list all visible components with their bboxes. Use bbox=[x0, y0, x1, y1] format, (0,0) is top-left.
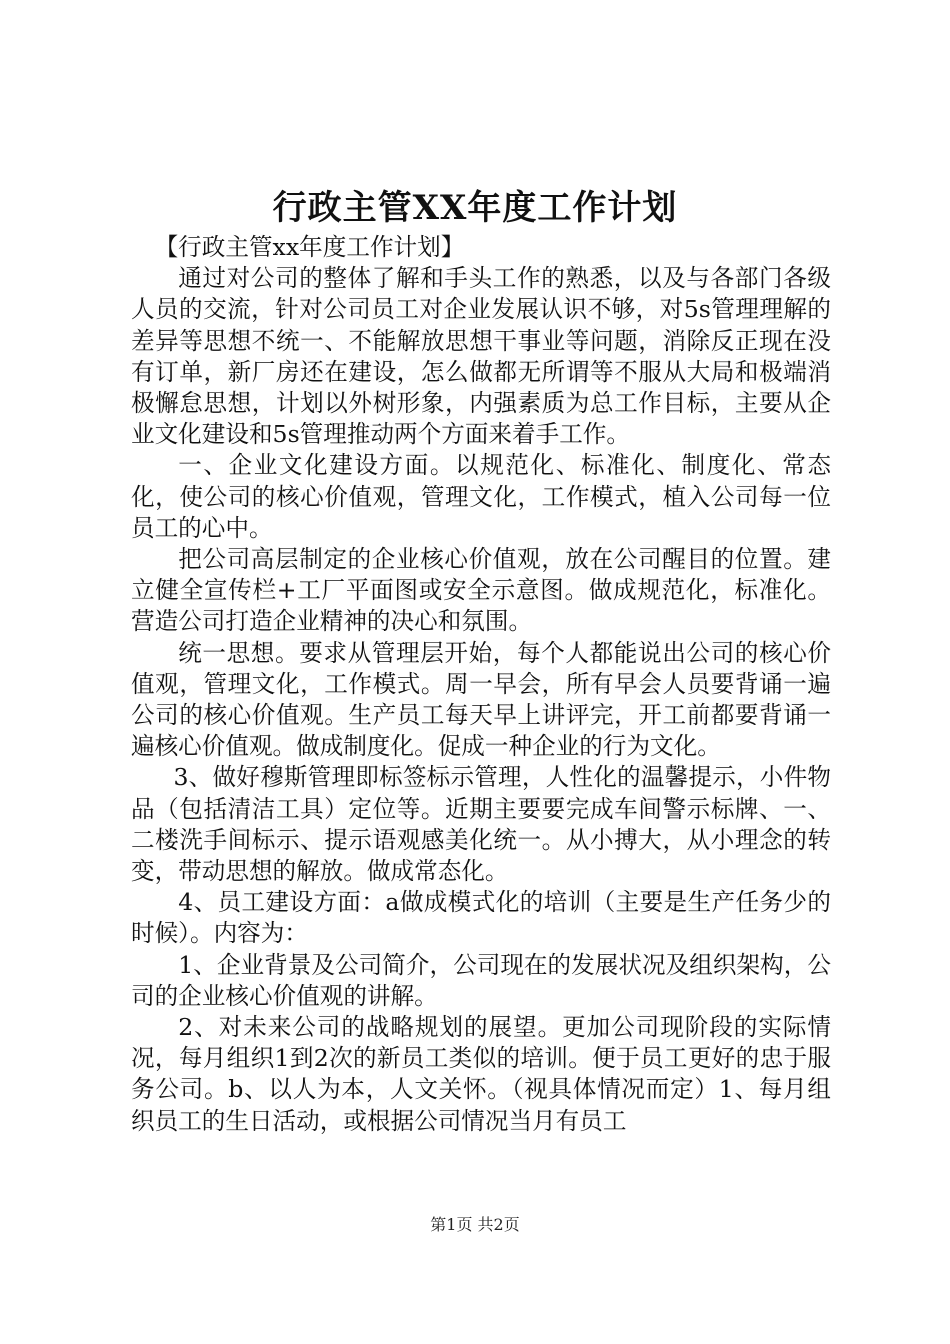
paragraph-unify: 统一思想。要求从管理层开始，每个人都能说出公司的核心价值观，管理文化，工作模式。周一早会，所有早会人员要背诵一遍公司的核心价值观。生产员工每天早上讲评完，开工前都要背诵一遍核心价值观。做成制度化。促成一种企业的行为文化。 bbox=[131, 638, 831, 761]
document-body bbox=[131, 232, 831, 1137]
paragraph-item-4: 4、员工建设方面：a做成模式化的培训（主要是生产任务少的时候）。内容为： bbox=[131, 888, 831, 948]
paragraph-item-3: 3、做好穆斯管理即标签标示管理，人性化的温馨提示，小件物品（包括清洁工具）定位等。近期主要要完成车间警示标牌、一、二楼洗手间标示、提示语观感美化统一。从小搏大，从小理念的转变，带动思想的解放。做成常态化。 bbox=[131, 763, 831, 886]
document-title: 行政主管XX年度工作计划 bbox=[272, 188, 678, 228]
page-footer: 第1页 共2页 bbox=[430, 1215, 520, 1234]
paragraph-subitem-2: 2、对未来公司的战略规划的展望。更加公司现阶段的实际情况，每月组织1到2次的新员工类似的培训。便于员工更好的忠于服务公司。b、以人为本，人文关怀。（视具体情况而定）1、每月组织员工的生日活动，或根据公司情况当月有员工 bbox=[131, 1013, 831, 1135]
paragraph-values: 把公司高层制定的企业核心价值观，放在公司醒目的位置。建立健全宣传栏+工厂平面图或安全示意图。做成规范化，标准化。营造公司打造企业精神的决心和氛围。 bbox=[131, 545, 831, 636]
paragraph-heading: 【行政主管xx年度工作计划】 bbox=[154, 233, 465, 261]
paragraph-culture: 一、企业文化建设方面。以规范化、标准化、制度化、常态化，使公司的核心价值观，管理文化，工作模式，植入公司每一位员工的心中。 bbox=[131, 451, 831, 542]
paragraph-subitem-1: 1、企业背景及公司简介，公司现在的发展状况及组织架构，公司的企业核心价值观的讲解。 bbox=[131, 950, 831, 1010]
paragraph-intro: 通过对公司的整体了解和手头工作的熟悉，以及与各部门各级人员的交流，针对公司员工对企业发展认识不够，对5s管理理解的差异等思想不统一、不能解放思想干事业等问题，消除反正现在没有订单，新厂房还在建设，怎么做都无所谓等不服从大局和极端消极懈怠思想，计划以外树形象，内强素质为总工作目标，主要从企业文化建设和5s管理推动两个方面来着手工作。 bbox=[131, 264, 831, 449]
